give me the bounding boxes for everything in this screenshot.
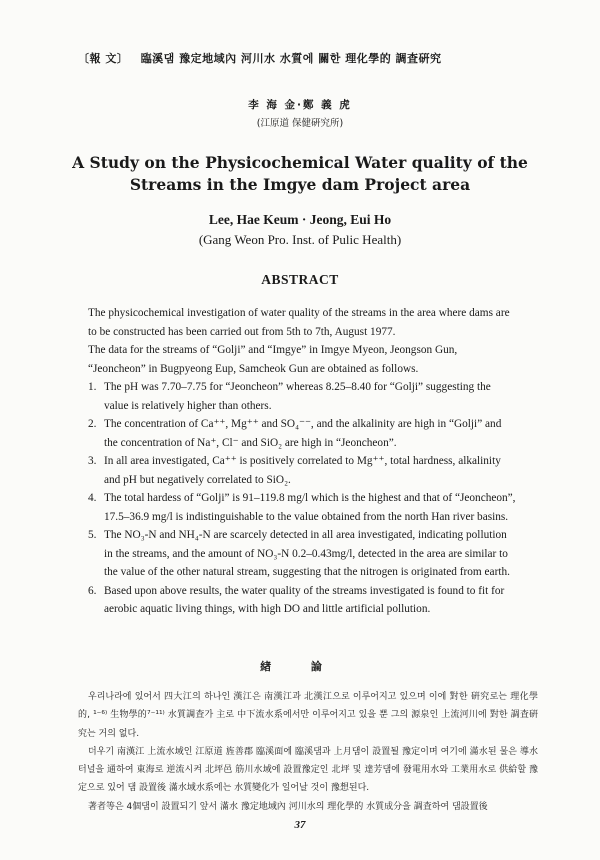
finding-text: The pH was 7.70–7.75 for “Jeoncheon” whereas 8.25–8.40 for “Golji” suggesting the value is relatively higher than others. (104, 381, 491, 412)
english-title-line-2: Streams in the Imgye dam Project area (129, 175, 471, 194)
finding-number: 3. (88, 455, 97, 467)
abstract-finding (88, 452, 516, 489)
finding-number: 4. (88, 492, 97, 504)
korean-affiliation: (江原道 保健硏究所) (256, 118, 344, 129)
abstract-intro-2: The data for the streams of “Golji” and “Imgye” in Imgye Myeon, Jeongson Gun, “Jeoncheon” in Bugpyeong Eup, Samcheok Gun are obtained as follows. (88, 344, 458, 375)
english-authors: Lee, Hae Keum · Jeong, Eui Ho (208, 212, 392, 227)
english-affiliation: (Gang Weon Pro. Inst. of Pulic Health) (198, 232, 402, 247)
finding-text: The concentration of Ca⁺⁺, Mg⁺⁺ and SO₄⁻⁻, and the alkalinity are high in “Golji” and the concentration of Na⁺, Cl⁻ and SiO₂ are high in “Jeoncheon”. (104, 418, 502, 449)
abstract-finding (88, 526, 516, 582)
abstract-intro-1: The physicochemical investigation of water quality of the streams in the area where dams are to be constructed has been carried out from 5th to 7th, August 1977. (88, 307, 510, 338)
finding-text: In all area investigated, Ca⁺⁺ is positively correlated to Mg⁺⁺, total hardness, alkalinity and pH but negatively correlated to SiO₂. (104, 455, 501, 486)
finding-text: The NO₃-N and NH₄-N are scarcely detected in all area investigated, indicating pollution in the streams, and the amount of NO₃-N 0.2–0.43mg/l, detected in the area are similar to the value of the other natural stream, suggesting that the nitrogen is originated from earth. (104, 529, 510, 578)
abstract-body (88, 304, 516, 619)
finding-number: 1. (88, 381, 97, 393)
body-paragraph: 著者等은 4個댐이 設置되기 앞서 滿水 豫定地域內 河川水의 理化學的 水質成分을 調査하여 댐設置後 (88, 801, 488, 812)
article-header (78, 50, 442, 66)
korean-title: 臨溪댐 豫定地域內 河川水 水質에 關한 理化學的 調査硏究 (140, 52, 442, 65)
page-number: 37 (294, 819, 306, 831)
finding-text: The total hardess of “Golji” is 91–119.8 mg/l which is the highest and that of “Jeoncheon”, 17.5–36.9 mg/l is indistinguishable to the value obtained from the north Han river basins. (104, 492, 516, 523)
finding-text: Based upon above results, the water quality of the streams investigated is found to fit for aerobic aquatic living things, with high DO and little artificial pollution. (104, 584, 505, 615)
introduction-heading: 緖 論 (260, 660, 340, 673)
abstract-finding (88, 489, 516, 526)
abstract-finding (88, 582, 516, 619)
english-title (0, 152, 600, 196)
body-paragraph: 우리나라에 있어서 四大江의 하나인 漢江은 南漢江과 北漢江으로 이루어지고 있으며 이에 對한 硏究로는 理化學的, ¹⁻⁶⁾ 生物學的⁷⁻¹¹⁾ 水質調査가 主로 中下流水系에서만 이루어지고 있을 뿐 그의 源泉인 上流河川에 對한 調査硏究는 거의 없다. (78, 692, 538, 739)
article-type-tag: 〔報 文〕 (78, 52, 129, 65)
abstract-heading: ABSTRACT (261, 272, 339, 287)
korean-authors: 李 海 金·鄭 義 虎 (248, 99, 352, 111)
abstract-finding (88, 415, 516, 452)
finding-number: 2. (88, 418, 97, 430)
finding-number: 5. (88, 529, 97, 541)
body-paragraph: 더우기 南漢江 上流水域인 江原道 旌善郡 臨溪面에 臨溪댐과 上月댐이 設置될 豫定이며 여기에 滿水된 물은 導水터널을 通하여 東海로 逆流시켜 北坪邑 筋川水域에 設置豫定인 北坪 및 達芳댐에 發電用水와 工業用水로 供給할 豫定으로 있어 댐 設置後 滿水域水系에는 水質變化가 일어날 것이 豫想된다. (78, 746, 538, 794)
abstract-finding (88, 378, 516, 415)
introduction-body (78, 688, 538, 816)
english-title-line-1: A Study on the Physicochemical Water quality of the (72, 153, 528, 172)
finding-number: 6. (88, 584, 97, 597)
abstract-findings-list (88, 378, 516, 619)
